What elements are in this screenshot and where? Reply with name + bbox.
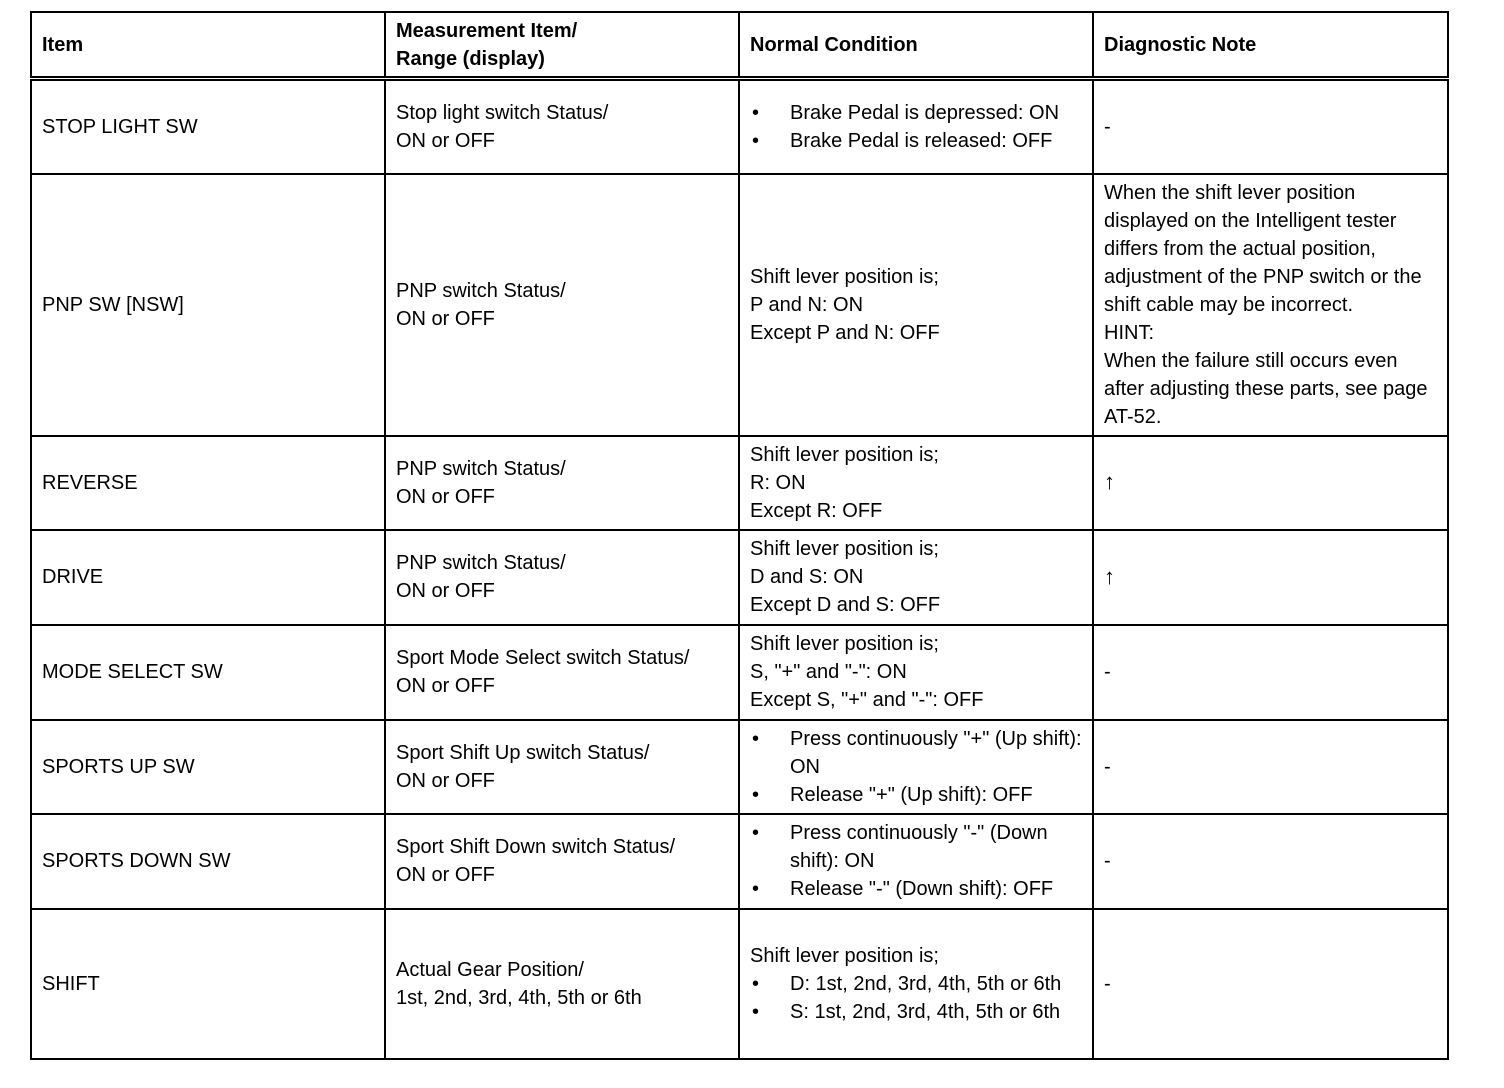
measurement-cell: Sport Shift Up switch Status/ ON or OFF (385, 720, 739, 814)
item-cell: MODE SELECT SW (31, 625, 385, 720)
normal-condition-cell (739, 436, 1093, 530)
normal-condition-line: Except D and S: OFF (750, 594, 941, 616)
bullet-item: • Press continuously "-" (Down shift): ON (750, 819, 1082, 875)
measurement-cell: PNP switch Status/ ON or OFF (385, 530, 739, 625)
bullet-item: • Brake Pedal is depressed: ON (750, 99, 1082, 127)
diagnostic-data-table (30, 11, 1449, 1060)
measurement-cell: Sport Shift Down switch Status/ ON or OFF (385, 814, 739, 909)
normal-condition-line: P and N: ON (750, 293, 864, 316)
normal-condition-line: Except P and N: OFF (750, 321, 940, 344)
normal-condition-cell (739, 625, 1093, 720)
normal-condition-intro: Shift lever position is; (750, 443, 939, 466)
bullet-item: • Brake Pedal is released: OFF (750, 127, 1082, 155)
normal-condition-bullets (750, 819, 1082, 903)
bullet-item: • Release "-" (Down shift): OFF (750, 875, 1082, 903)
measurement-cell: Sport Mode Select switch Status/ ON or OFF (385, 625, 739, 720)
normal-condition-line: Except R: OFF (750, 499, 883, 522)
diagnostic-note-value: - (1104, 661, 1111, 683)
diagnostic-note-value: - (1104, 755, 1111, 778)
header-note-label: Diagnostic Note (1104, 33, 1257, 56)
bullet-item: • Release "+" (Up shift): OFF (750, 781, 1082, 809)
normal-condition-bullets (750, 99, 1082, 155)
normal-condition-bullets (750, 725, 1082, 809)
up-arrow-icon: ↑ (1104, 469, 1115, 494)
diagnostic-note-cell (1093, 814, 1448, 909)
header-diagnostic-note (1093, 12, 1448, 79)
normal-condition-cell (739, 174, 1093, 436)
up-arrow-icon: ↑ (1104, 563, 1115, 589)
table-body (31, 79, 1448, 1059)
header-row (31, 12, 1448, 79)
measurement-cell: PNP switch Status/ ON or OFF (385, 436, 739, 530)
header-item (31, 12, 385, 79)
table-row (31, 720, 1448, 814)
normal-condition-cell (739, 909, 1093, 1059)
bullet-item: • D: 1st, 2nd, 3rd, 4th, 5th or 6th (750, 970, 1082, 998)
normal-condition-cell (739, 814, 1093, 909)
diagnostic-note-cell (1093, 720, 1448, 814)
table-row (31, 625, 1448, 720)
table-row (31, 814, 1448, 909)
diagnostic-note-value: - (1104, 850, 1111, 872)
measurement-cell: Stop light switch Status/ ON or OFF (385, 79, 739, 174)
normal-condition-line: S, "+" and "-": ON (750, 661, 907, 683)
item-cell: SPORTS DOWN SW (31, 814, 385, 909)
header-normal-condition (739, 12, 1093, 79)
normal-condition-bullets (750, 970, 1082, 1026)
diagnostic-note-same-as-above-icon (1093, 436, 1448, 530)
item-cell: SHIFT (31, 909, 385, 1059)
diagnostic-note-cell (1093, 79, 1448, 174)
item-cell: STOP LIGHT SW (31, 79, 385, 174)
item-cell: PNP SW [NSW] (31, 174, 385, 436)
bullet-item: • S: 1st, 2nd, 3rd, 4th, 5th or 6th (750, 998, 1082, 1026)
header-measurement (385, 12, 739, 79)
bullet-item: • Press continuously "+" (Up shift): ON (750, 725, 1082, 781)
normal-condition-intro: Shift lever position is; (750, 538, 939, 560)
table-row (31, 436, 1448, 530)
header-item-label: Item (42, 33, 84, 56)
normal-condition-cell (739, 720, 1093, 814)
diagnostic-note-cell (1093, 909, 1448, 1059)
normal-condition-line: Except S, "+" and "-": OFF (750, 689, 984, 711)
header-measurement-label: Measurement Item/ Range (display) (396, 19, 578, 70)
normal-condition-intro: Shift lever position is; (750, 944, 939, 967)
normal-condition-cell (739, 79, 1093, 174)
normal-condition-line: R: ON (750, 471, 806, 494)
table-row (31, 530, 1448, 625)
diagnostic-note-cell: When the shift lever position displayed on the Intelligent tester differs from the actual position, adjustment of the PNP switch or the shift cable may be incorrect. HINT: When the failure still occurs even after adjusting these parts, see page AT-52. (1093, 174, 1448, 436)
diagnostic-note-value: - (1104, 972, 1111, 995)
item-cell: REVERSE (31, 436, 385, 530)
diagnostic-note-value: - (1104, 115, 1111, 138)
diagnostic-note-same-as-above-icon (1093, 530, 1448, 625)
measurement-cell: PNP switch Status/ ON or OFF (385, 174, 739, 436)
header-normal-label: Normal Condition (750, 33, 918, 56)
item-cell: SPORTS UP SW (31, 720, 385, 814)
table-row (31, 174, 1448, 436)
normal-condition-cell (739, 530, 1093, 625)
normal-condition-intro: Shift lever position is; (750, 265, 939, 288)
diagnostic-note-cell (1093, 625, 1448, 720)
table-row (31, 909, 1448, 1059)
item-cell: DRIVE (31, 530, 385, 625)
measurement-cell: Actual Gear Position/ 1st, 2nd, 3rd, 4th, 5th or 6th (385, 909, 739, 1059)
normal-condition-line: D and S: ON (750, 566, 864, 588)
table-row (31, 79, 1448, 174)
normal-condition-intro: Shift lever position is; (750, 633, 939, 655)
